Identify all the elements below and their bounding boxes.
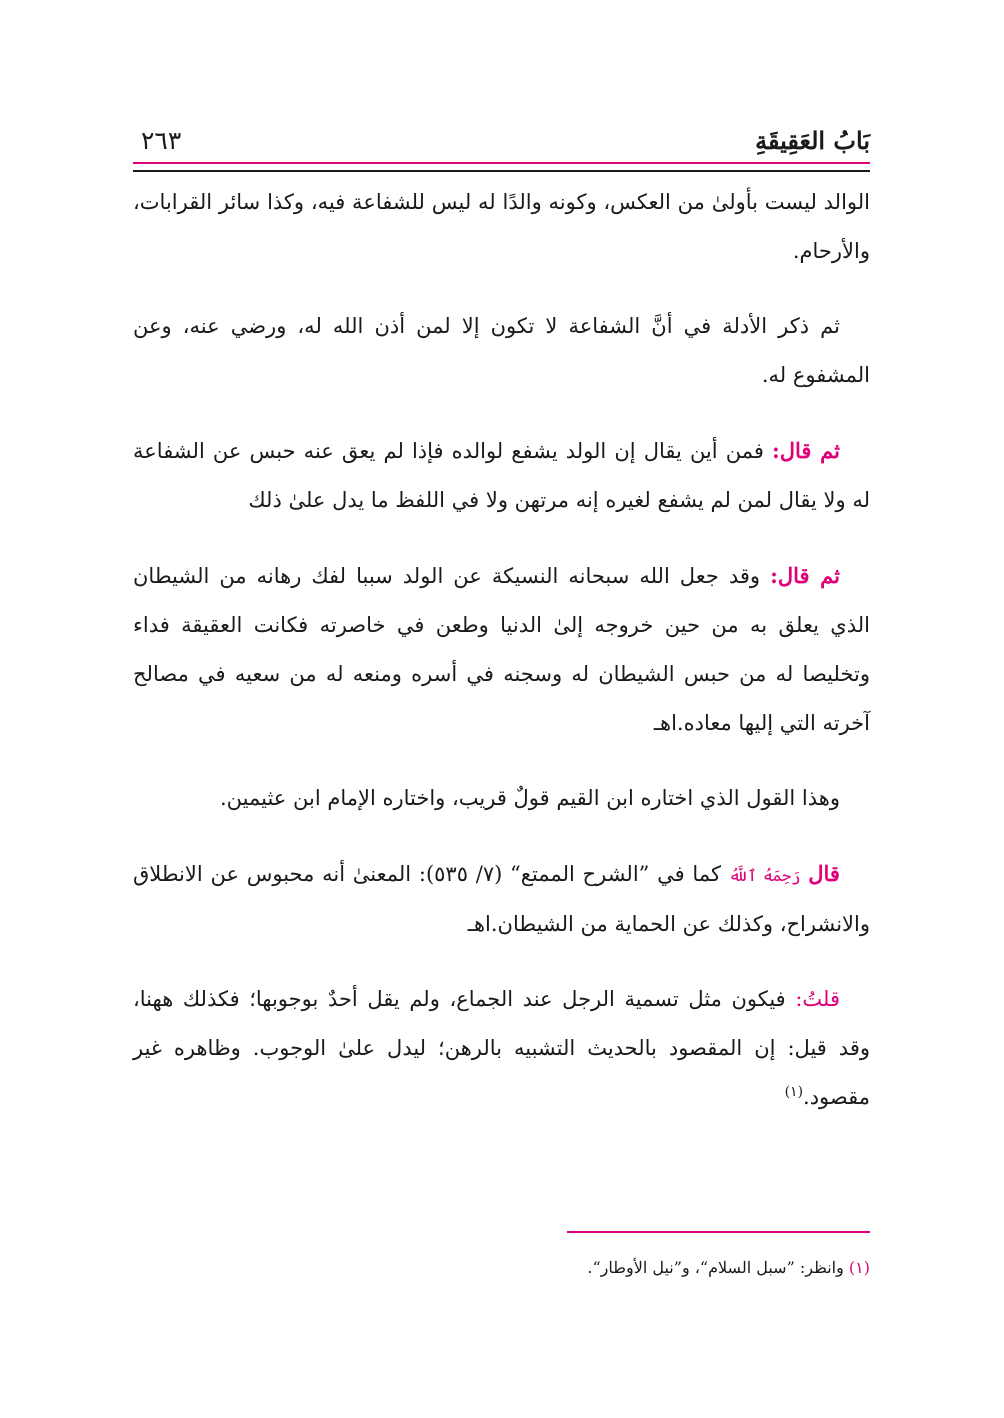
paragraph-text: فمن أين يقال إن الولد يشفع لوالده فإذا لم يعق عنه حبس عن الشفاعة له ولا يقال لمن لم يشفع لغيره إنه مرتهن ولا في اللفظ ما يدل علىٰ ذلك — [133, 439, 870, 512]
lead-phrase: قال — [808, 861, 840, 886]
paragraph-6 — [133, 849, 870, 949]
page-body — [133, 178, 870, 1148]
paragraph-2 — [133, 302, 870, 400]
paragraph-text: وقد جعل الله سبحانه النسيكة عن الولد سببا لفك رهانه من الشيطان الذي يعلق به من حين خروجه إلىٰ الدنيا وطعن في خاصرته فكانت العقيقة فداء وتخليصا له من حبس الشيطان له وسجنه في أسره ومنعه له من سعيه في مصالح آخرته التي إليها معاده.اهـ — [133, 564, 870, 735]
paragraph-3 — [133, 426, 870, 525]
chapter-title: بَابُ العَقِيقَةِ — [755, 126, 870, 155]
paragraph-4 — [133, 551, 870, 748]
book-page — [133, 0, 870, 1418]
paragraph-text: فيكون مثل تسمية الرجل عند الجماع، ولم يقل أحدٌ بوجوبها؛ فكذلك ههنا، وقد قيل: إن المقصود بالحديث التشبيه بالرهن؛ ليدل علىٰ الوجوب. وظاهره غير مقصود. — [133, 987, 870, 1109]
lead-phrase: قلتُ: — [795, 987, 840, 1011]
lead-phrase: ثم قال: — [770, 563, 840, 588]
paragraph-text: ثم ذكر الأدلة في أنَّ الشفاعة لا تكون إلا لمن أذن الله له، ورضي عنه، وعن المشفوع له. — [133, 314, 870, 387]
header-rule-dark — [133, 170, 870, 172]
page-number: ٢٦٣ — [141, 126, 182, 155]
footnote-separator — [567, 1231, 870, 1233]
paragraph-1 — [133, 178, 870, 276]
footnote-number: (١) — [848, 1258, 870, 1277]
paragraph-5 — [133, 774, 870, 823]
footnote — [133, 1256, 870, 1280]
paragraph-text: كما في ”الشرح الممتع“ (٧/ ٥٣٥): المعنىٰ أنه محبوس عن الانطلاق والانشراح، وكذلك عن الحماية من الشيطان.اهـ — [133, 862, 870, 936]
paragraph-text: وهذا القول الذي اختاره ابن القيم قولٌ قريب، واختاره الإمام ابن عثيمين. — [219, 786, 840, 810]
lead-phrase: ثم قال: — [771, 438, 840, 463]
running-header — [133, 122, 870, 162]
honorific: رَحِمَهُ ٱللَّهُ — [728, 866, 801, 885]
header-rule-accent — [133, 162, 870, 164]
paragraph-7 — [133, 975, 870, 1122]
footnote-text: وانظر: ”سبل السلام“، و”نيل الأوطار“. — [587, 1258, 849, 1277]
paragraph-text: الوالد ليست بأولىٰ من العكس، وكونه والدًا له ليس للشفاعة فيه، وكذا سائر القرابات، والأرحام. — [133, 190, 870, 263]
footnote-reference[interactable]: (١) — [784, 1084, 804, 1100]
